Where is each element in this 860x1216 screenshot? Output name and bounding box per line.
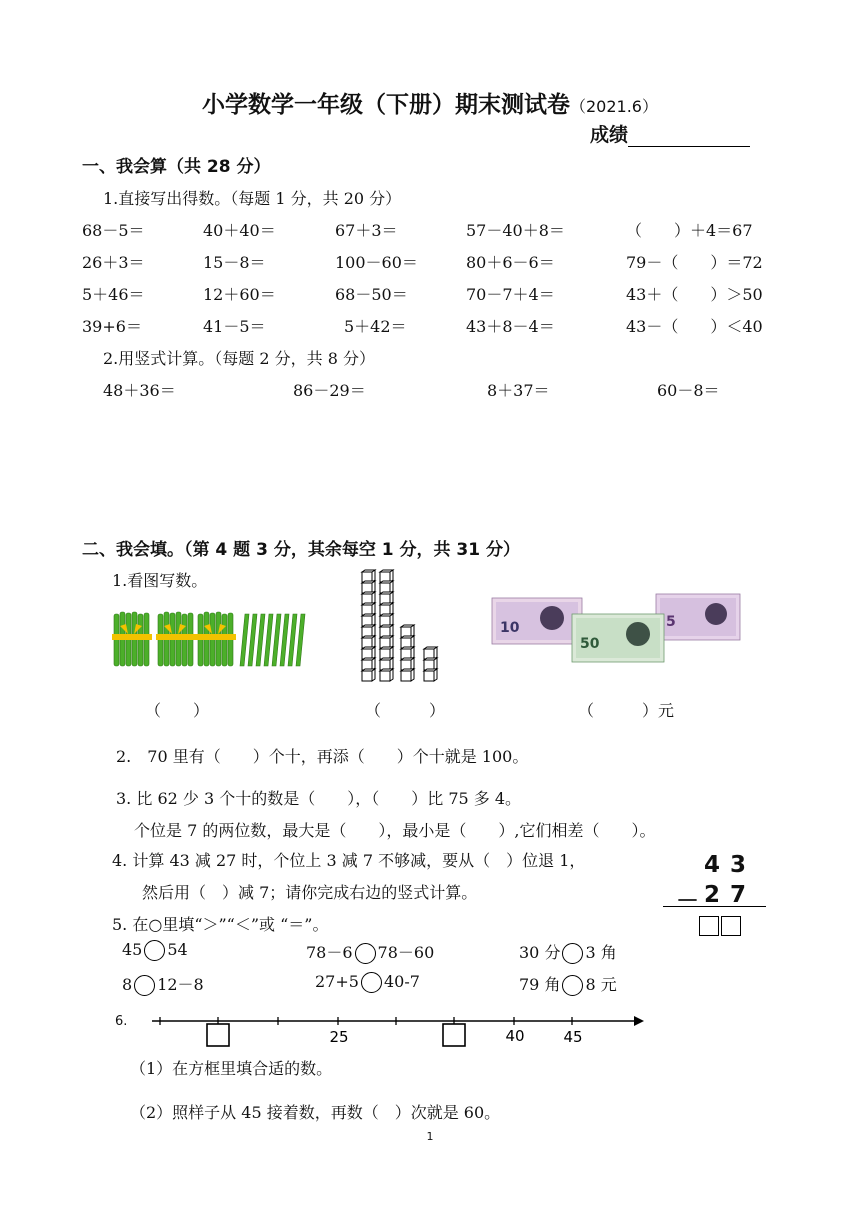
- ten-cube-column-icon: [380, 570, 393, 681]
- fifty-yuan-note-icon: [572, 614, 664, 662]
- calc-item: 43＋（ ）＞50: [626, 285, 763, 304]
- calc-item: 15－8＝: [203, 253, 266, 272]
- calc-item: 40＋40＝: [203, 221, 276, 240]
- right-operand: 78－60: [377, 943, 435, 962]
- section2-heading: 二、我会填。（第 4 题 3 分，其余每空 1 分，共 31 分）: [82, 540, 520, 560]
- calc-item: 100－60＝: [335, 253, 418, 272]
- calc-item: （ ）＋4＝67: [626, 221, 753, 240]
- section1-heading: 一、我会算（共 28 分）: [82, 157, 271, 177]
- calc-item: 80＋6－6＝: [466, 253, 555, 272]
- s2-q3-line2: 个位是 7 的两位数，最大是（ ），最小是（ ）,它们相差（ ）。: [134, 821, 656, 840]
- right-operand: 8 元: [585, 975, 617, 994]
- score-label: 成绩: [590, 124, 629, 146]
- compare-circle[interactable]: [355, 943, 376, 964]
- small-cube-column-icon: [424, 647, 437, 681]
- calc-item: 68－5＝: [82, 221, 145, 240]
- right-operand: 12－8: [157, 975, 204, 994]
- bundle-icon: [196, 612, 236, 666]
- five-yuan-note-icon: [656, 594, 740, 640]
- calc-item: 68－50＝: [335, 285, 408, 304]
- ten-yuan-note-icon: [492, 598, 582, 644]
- left-operand: 27+5: [315, 972, 359, 991]
- compare-item: [315, 972, 420, 993]
- note-value: 5: [666, 614, 676, 630]
- left-operand: 30 分: [519, 943, 561, 962]
- s2-q1-answer2[interactable]: （ ）: [365, 701, 446, 720]
- vertical-calc-item: 48＋36＝: [103, 381, 176, 400]
- compare-item: [519, 940, 617, 964]
- banknotes-image: [490, 592, 744, 664]
- compare-circle[interactable]: [562, 975, 583, 996]
- page-number: 1: [426, 1130, 434, 1143]
- score-blank[interactable]: [628, 128, 750, 147]
- s2-q5-label: 5. 在○里填“＞”“＜”或 “＝”。: [112, 915, 329, 934]
- answer-boxes: [698, 916, 742, 940]
- calc-item: 43－（ ）＜40: [626, 317, 763, 336]
- s2-q1-answer3[interactable]: （ ）元: [578, 701, 675, 720]
- s2-q6-sub2: （2）照样子从 45 接着数，再数（ ）次就是 60。: [130, 1103, 501, 1122]
- number-line: [150, 1010, 646, 1050]
- compare-item: [122, 972, 204, 996]
- note-value: 10: [500, 620, 520, 636]
- left-operand: 78－6: [306, 943, 353, 962]
- vertical-calc-item: 86－29＝: [293, 381, 366, 400]
- arrow-head-icon: [634, 1016, 644, 1026]
- s2-q6-sub1: （1）在方框里填合适的数。: [130, 1059, 333, 1078]
- vertical-calc-item: 60－8＝: [657, 381, 720, 400]
- title-text: 小学数学一年级（下册）期末测试卷: [202, 92, 570, 118]
- s2-q3-line1: 3. 比 62 少 3 个十的数是（ ），（ ）比 75 多 4。: [116, 789, 522, 808]
- compare-circle[interactable]: [361, 972, 382, 993]
- answer-square: [207, 1024, 229, 1046]
- left-operand: 45: [122, 940, 143, 959]
- s2-q2: 2. 70 里有（ ）个十，再添（ ）个十就是 100。: [116, 747, 529, 766]
- calc-item: 41－5＝: [203, 317, 266, 336]
- compare-circle[interactable]: [144, 940, 165, 961]
- tick-label: 45: [563, 1028, 583, 1046]
- right-operand: 40-7: [383, 972, 420, 991]
- calc-item: 12＋60＝: [203, 285, 276, 304]
- vertical-calc-item: 8＋37＝: [487, 381, 550, 400]
- calc-item: 26＋3＝: [82, 253, 145, 272]
- calc-item: 57－40＋8＝: [466, 221, 565, 240]
- bundle-icon: [156, 612, 196, 666]
- tick-label: 25: [329, 1028, 349, 1046]
- ten-cube-column-icon: [362, 570, 375, 681]
- compare-circle[interactable]: [134, 975, 155, 996]
- subtrahend: 27: [704, 882, 757, 908]
- small-cube-column-icon: [401, 625, 414, 681]
- s2-q4-line2: 然后用（ ）减 7；请你完成右边的竖式计算。: [142, 883, 478, 902]
- minus-sign: －: [676, 888, 699, 914]
- s1-q2-label: 2.用竖式计算。（每题 2 分，共 8 分）: [103, 349, 375, 368]
- calc-item: 43＋8－4＝: [466, 317, 555, 336]
- s2-q4-line1: 4. 计算 43 减 27 时，个位上 3 减 7 不够减，要从（ ）位退 1，: [112, 851, 586, 870]
- s2-q1-answer1[interactable]: （ ）: [145, 701, 210, 720]
- bundle-icon: [112, 612, 152, 666]
- title-date: （2021.6）: [570, 97, 658, 116]
- calc-item: 79－（ ）＝72: [626, 253, 763, 272]
- compare-item: [519, 972, 617, 996]
- left-operand: 8: [122, 975, 133, 994]
- calc-item: 5＋42＝: [344, 317, 407, 336]
- right-operand: 3 角: [585, 943, 617, 962]
- loose-sticks-icon: [240, 614, 305, 666]
- answer-box-tens[interactable]: [699, 916, 719, 936]
- note-value: 50: [580, 636, 600, 652]
- s2-q1-label: 1.看图写数。: [112, 571, 208, 590]
- calc-item: 39+6＝: [82, 317, 142, 336]
- calc-item: 5＋46＝: [82, 285, 145, 304]
- cube-stacks-image: [360, 568, 442, 682]
- score-field: [590, 120, 750, 147]
- right-operand: 54: [167, 940, 188, 959]
- compare-item: [122, 940, 188, 961]
- s1-q1-label: 1.直接写出得数。（每题 1 分，共 20 分）: [103, 189, 402, 208]
- answer-box-ones[interactable]: [721, 916, 741, 936]
- tick-label: 40: [505, 1027, 525, 1045]
- vertical-divider: [663, 906, 766, 907]
- minuend: 43: [704, 852, 757, 878]
- left-operand: 79 角: [519, 975, 561, 994]
- s2-q6-label: 6.: [115, 1014, 128, 1029]
- stick-bundles-image: [110, 608, 312, 670]
- compare-item: [306, 940, 434, 964]
- calc-item: 67＋3＝: [335, 221, 398, 240]
- page-title: [0, 86, 860, 119]
- calc-item: 70－7＋4＝: [466, 285, 555, 304]
- compare-circle[interactable]: [562, 943, 583, 964]
- answer-square: [443, 1024, 465, 1046]
